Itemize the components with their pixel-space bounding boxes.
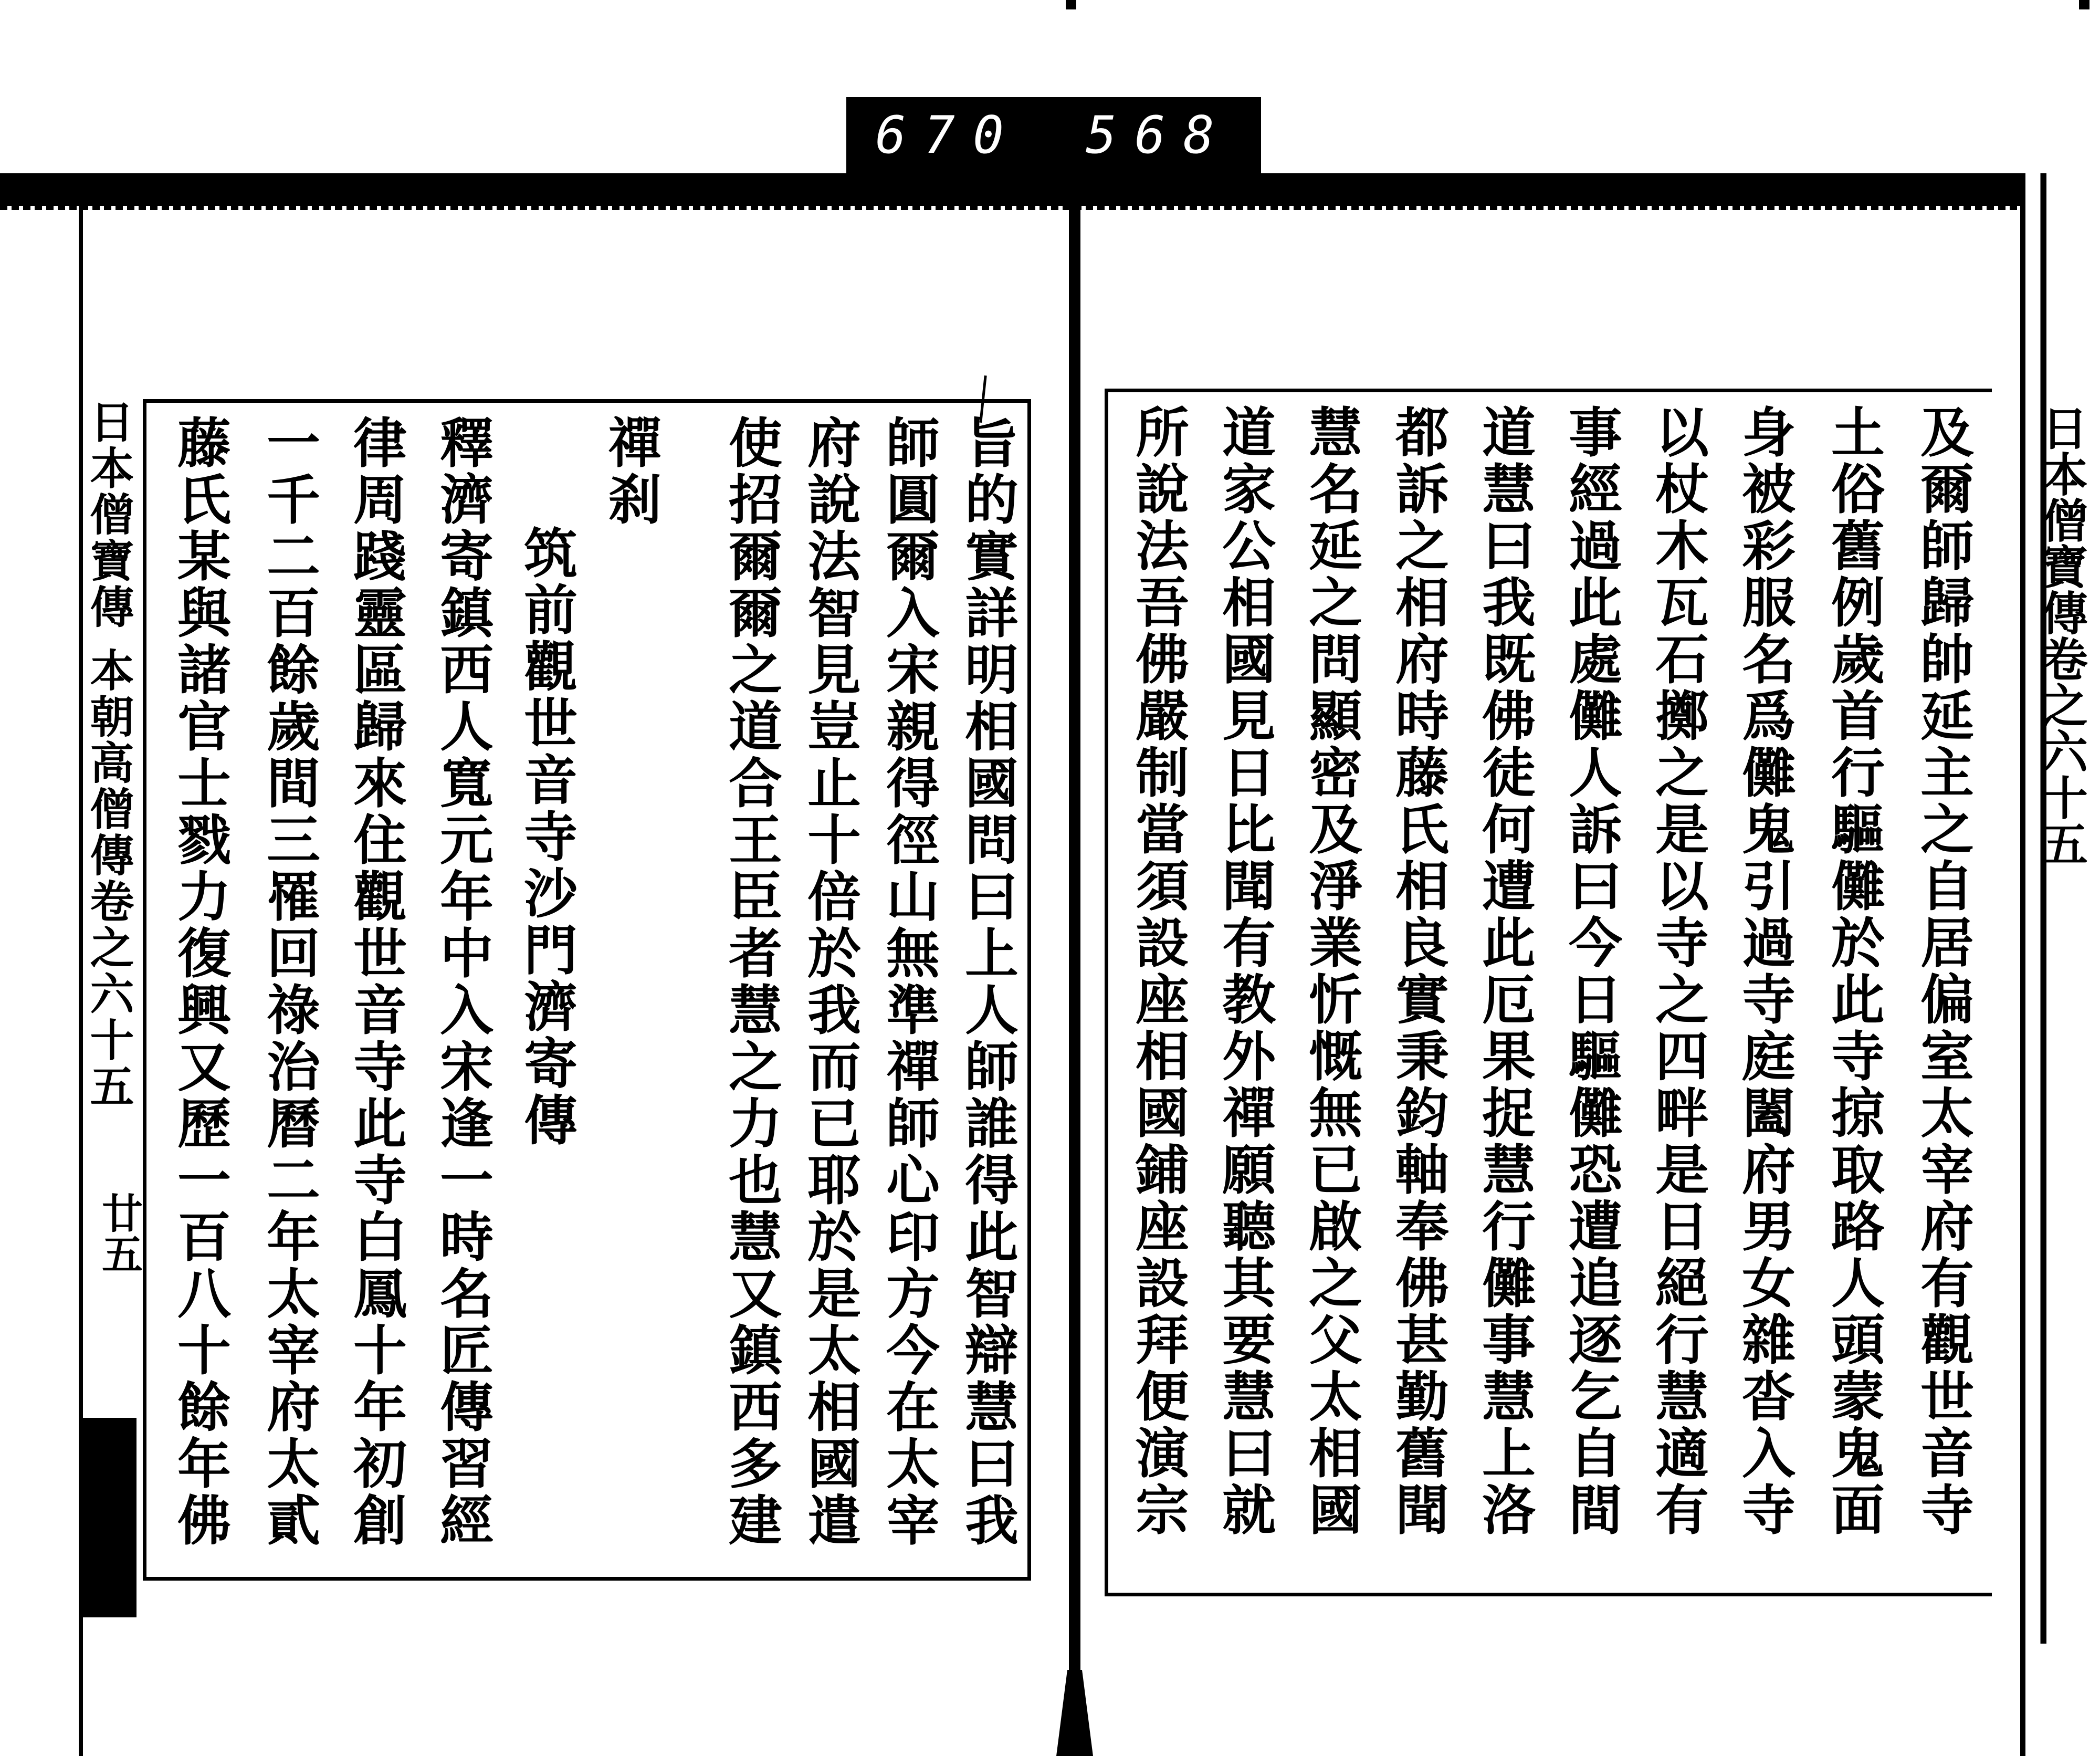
section-heading: 筑前觀世音寺沙門濟寄傳 xyxy=(515,525,578,1149)
text-column: 道慧曰我既佛徒何遭此厄果捉慧行儺事慧上洛 xyxy=(1473,404,1536,1539)
text-column: 禪刹 xyxy=(599,415,662,528)
archive-number-left: 670 xyxy=(875,105,1022,165)
text-column: 旨的實詳明相國問曰上人師誰得此智辯慧曰我 xyxy=(956,415,1019,1549)
next-page-edge-text: 日本僧寶傳卷之六十五 xyxy=(2034,404,2089,866)
text-column: 以杖木瓦石擲之是以寺之四畔是日絕行慧適有 xyxy=(1646,404,1709,1539)
scan-mark xyxy=(1066,0,1076,9)
text-column: 一千二百餘歲間三罹回祿治曆二年太宰府太貳 xyxy=(258,415,321,1549)
scan-mark xyxy=(2079,0,2090,9)
text-column: 釋濟寄鎮西人寬元年中入宋逢一時名匠傳習經 xyxy=(431,415,494,1549)
text-column: 師圓爾入宋親得徑山無準禪師心印方今在太宰 xyxy=(877,415,940,1549)
left-page-number: 廿五 xyxy=(95,1192,143,1274)
text-column: 及爾師歸帥延主之自居偏室太宰府有觀世音寺 xyxy=(1912,404,1975,1539)
binding-bar xyxy=(0,173,2100,206)
text-column: 土俗舊例歲首行驅儺於此寺掠取路人頭蒙鬼面 xyxy=(1822,404,1885,1539)
text-column: 都訴之相府時藤氏相良實秉鈞軸奉佛甚勤舊聞 xyxy=(1387,404,1450,1539)
archive-number-right: 568 xyxy=(1085,105,1232,165)
page-edge-shadow xyxy=(79,1418,136,1617)
text-column: 身被彩服名爲儺鬼引過寺庭闔府男女雜沓入寺 xyxy=(1733,404,1796,1539)
text-column: 藤氏某與諸官士戮力復興又歷一百八十餘年佛 xyxy=(169,415,232,1549)
book-spine xyxy=(1069,173,1080,1756)
text-column: 所說法吾佛嚴制當須設座相國鋪座設拜便演宗 xyxy=(1127,404,1190,1539)
archive-number-stamp xyxy=(846,97,1261,173)
text-column: 府說法智見豈止十倍於我而已耶於是太相國遣 xyxy=(799,415,862,1549)
text-column: 律周踐靈區歸來住觀世音寺此寺白鳳十年初創 xyxy=(344,415,407,1549)
text-column: 使招爾爾之道合王臣者慧之力也慧又鎮西多建 xyxy=(720,415,783,1549)
text-column: 事經過此處儺人訴曰今日驅儺恐遭追逐乞自間 xyxy=(1560,404,1623,1539)
left-page-margin-title: 日本僧寶傳 本朝高僧傳卷之六十五 xyxy=(83,399,135,1110)
text-column: 道家公相國見日比聞有教外禪願聽其要慧曰就 xyxy=(1213,404,1276,1539)
text-column: 慧名延之問顯密及淨業忻慨無已啟之父太相國 xyxy=(1300,404,1363,1539)
